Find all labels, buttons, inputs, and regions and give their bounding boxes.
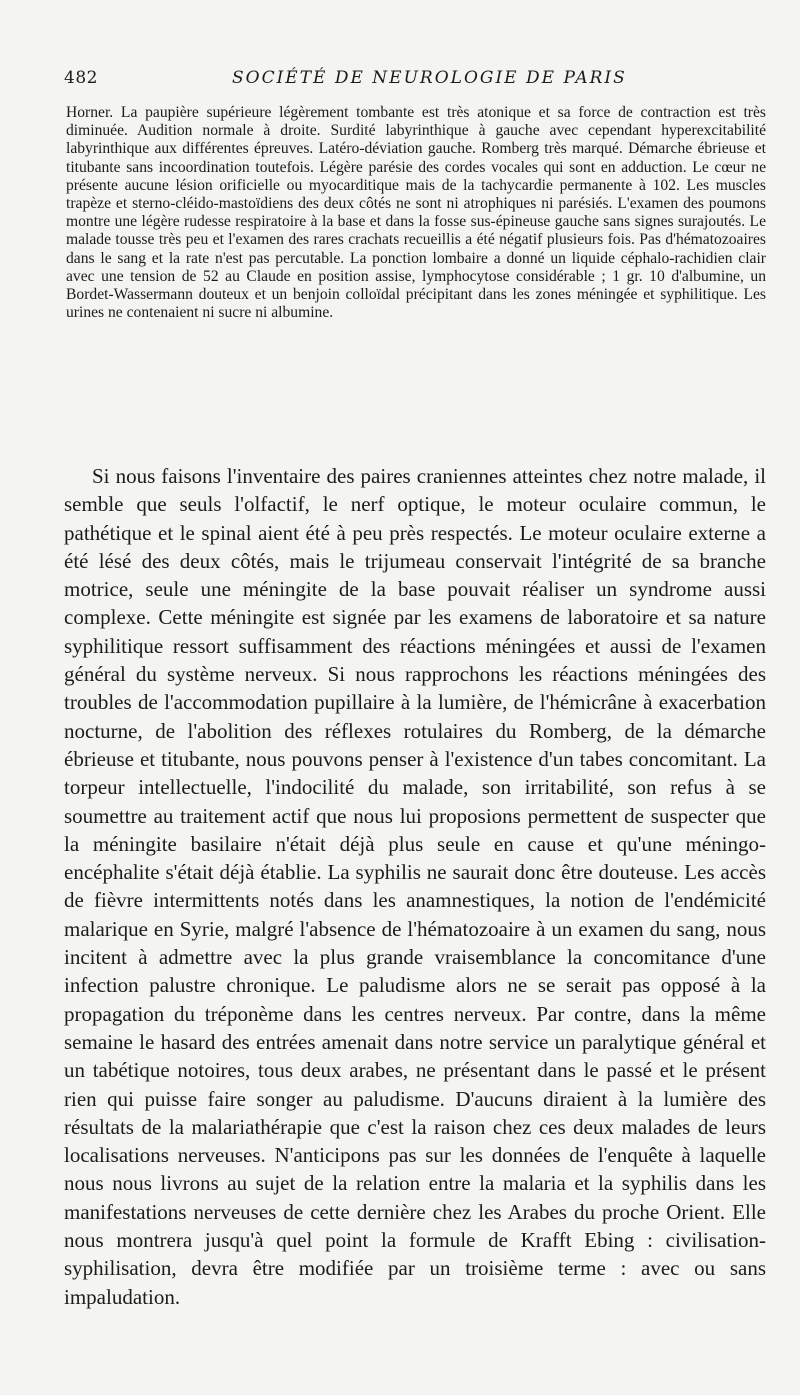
page-header (64, 68, 774, 94)
case-description-paragraph: Horner. La paupière supérieure légèrement tombante est très atonique et sa force de contraction est très diminuée. Audition normale à droite. Surdité labyrinthique à gauche avec cependant hyperexcitabilité labyrinthique aux différentes épreuves. Latéro-déviation gauche. Romberg très marqué. Démarche ébrieuse et titubante sans incoordination toutefois. Légère parésie des cordes vocales qui sont en adduction. Le cœur ne présente aucune lésion orificielle ou myocarditique mais de la tachycardie permanente à 102. Les muscles trapèze et sterno-cléido-mastoïdiens des deux côtés ne sont ni atrophiques ni parésiés. L'examen des poumons montre une légère rudesse respiratoire à la base et dans la fosse sus-épineuse gauche sans signes surajoutés. Le malade tousse très peu et l'examen des rares crachats recueillis a été négatif plusieurs fois. Pas d'hématozoaires dans le sang et la rate n'est pas percutable. La ponction lombaire a donné un liquide céphalo-rachidien clair avec une tension de 52 au Claude en position assise, lymphocytose considérable ; 1 gr. 10 d'albumine, un Bordet-Wassermann douteux et un benjoin colloïdal précipitant dans les zones méningée et syphilitique. Les urines ne contenaient ni sucre ni albumine. (66, 104, 766, 322)
discussion-paragraph: Si nous faisons l'inventaire des paires craniennes atteintes chez notre malade, il semble que seuls l'olfactif, le nerf optique, le moteur oculaire commun, le pathétique et le spinal aient été à peu près respectés. Le moteur oculaire externe a été lésé des deux côtés, mais le trijumeau conservait l'intégrité de sa branche motrice, seule une méningite de la base pouvait réaliser un syndrome aussi complexe. Cette méningite est signée par les examens de laboratoire et sa nature syphilitique ressort suffisamment des réactions méningées et aussi de l'examen général du système nerveux. Si nous rapprochons les réactions méningées des troubles de l'accommodation pupillaire à la lumière, de l'hémicrâne à exacerbation nocturne, de l'abolition des réflexes rotulaires du Romberg, de la démarche ébrieuse et titubante, nous pouvons penser à l'existence d'un tabes concomitant. La torpeur intellectuelle, l'indocilité du malade, son irritabilité, son refus à se soumettre au traitement actif que nous lui proposions permettent de suspecter que la méningite basilaire n'était déjà plus seule en cause et qu'une méningo-encéphalite s'était déjà établie. La syphilis ne saurait donc être douteuse. Les accès de fièvre intermittents notés dans les anamnestiques, la notion de l'endémicité malarique en Syrie, malgré l'absence de l'hématozoaire à un examen du sang, nous incitent à admettre avec la plus grande vraisemblance la concomitance d'une infection palustre chronique. Le paludisme alors ne se serait pas opposé à la propagation du tréponème dans les centres nerveux. Par contre, dans la même semaine le hasard des entrées amenait dans notre service un paralytique général et un tabétique notoires, tous deux arabes, ne présentant dans le passé et le présent rien qui puisse faire songer au paludisme. D'aucuns diraient à la lumière des résultats de la malariathérapie que c'est la raison chez ces deux malades de leurs localisations nerveuses. N'anticipons pas sur les données de l'enquête à laquelle nous nous livrons au sujet de la relation entre la malaria et la syphilis dans les manifestations nerveuses de cette dernière chez les Arabes du proche Orient. Elle nous montrera jusqu'à quel point la formule de Krafft Ebing : civilisation-syphilisation, devra être modifiée par un troisième terme : avec ou sans impaludation. (64, 464, 766, 1309)
page-number: 482 (64, 68, 98, 88)
running-head: SOCIÉTÉ DE NEUROLOGIE DE PARIS (232, 68, 627, 88)
